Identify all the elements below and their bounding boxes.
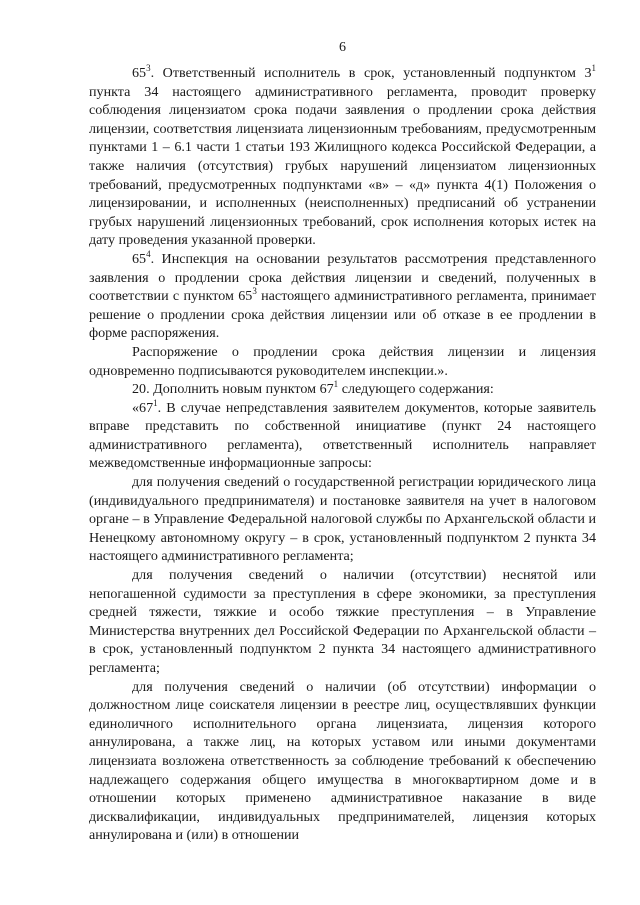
- text-run: . Ответственный исполнитель в срок, установленный подпунктом 3: [150, 65, 592, 81]
- document-page: [89, 40, 596, 845]
- text-run: . Инспекция на основании результатов рассмотрения представленного заявления о продлении срока действия лицензии и сведений, полученных в соответствии с пунктом 65: [89, 250, 596, 305]
- superscript: 3: [252, 286, 257, 297]
- text-run: «67: [132, 399, 154, 416]
- text-run: для получения сведений о наличии (об отсутствии) информации о должностном лице соискателя лицензии в реестре лиц, осуществлявших функции единоличного исполнительного органа лицензиата, лицензия которого аннулирована, а также лиц, на которых уставом или иными документами лицензиата возложена ответственность за соблюдение требований к обеспечению надлежащего содержания общего имущества в многоквартирном доме и в отношении которых применено административное наказание в виде дисквалификации, индивидуальных предпринимателей, лицензия которых аннулирована и (или) в отношении: [89, 678, 596, 844]
- text-run: Распоряжение о продлении срока действия лицензии и лицензия одновременно подписываются руководителем инспекции.».: [89, 343, 596, 379]
- superscript: 1: [153, 397, 158, 408]
- text-run: 65: [132, 65, 147, 81]
- paragraph: [89, 473, 596, 566]
- superscript: 1: [333, 379, 339, 390]
- paragraph: [89, 64, 596, 250]
- text-run: пункта 34 настоящего административного регламента, проводит проверку соблюдения лицензиатом срока подачи заявления о продлении срока действия лицензии, соответствия лицензиата лицензионным требованиям, предусмотренным пунктами 1 – 6.1 части 1 статьи 193 Жилищного кодекса Российской Федерации, а также наличия (отсутствия) грубых нарушений лицензиатом лицензионных требований, предусмотренных подпунктами «в» – «д» пункта 4(1) Положения о лицензировании, и исполненных (неисполненных) предписаний об устранении грубых нарушений лицензионных требований, срок исполнения которых истек на дату проведения указанной проверки.: [89, 83, 596, 249]
- text-run: 65: [132, 250, 147, 267]
- superscript: 3: [146, 63, 151, 73]
- paragraph: [89, 380, 596, 399]
- paragraph: [89, 566, 596, 678]
- paragraph: [89, 678, 596, 845]
- document-body: [89, 64, 596, 845]
- paragraph: [89, 250, 596, 343]
- text-run: 20. Дополнить новым пунктом 67: [132, 381, 334, 398]
- text-run: настоящего административного регламента, принимает решение о продлении срока действия лицензии или об отказе в ее продлении в форме распоряжения.: [89, 288, 596, 342]
- text-run: для получения сведений о наличии (отсутствии) неснятой или непогашенной судимости за преступления в сфере экономики, за преступления средней тяжести, тяжкие и особо тяжкие преступления – в Управление Министерства внутренних дел Российской Федерации по Архангельской области – в срок, установленный подпунктом 2 пункта 34 настоящего административного регламента;: [89, 567, 596, 676]
- paragraph: [89, 399, 596, 473]
- text-run: следующего содержания:: [338, 381, 494, 398]
- text-run: . В случае непредставления заявителем документов, которые заявитель вправе представить по собственной инициативе (пункт 24 настоящего административного регламента), ответственный исполнитель направляет межведомственные информационные запросы:: [89, 399, 596, 472]
- paragraph: [89, 343, 596, 380]
- text-run: для получения сведений о государственной регистрации юридического лица (индивидуального предпринимателя) и постановке заявителя на учет в налоговом органе – в Управление Федеральной налоговой службы по Архангельской области и Ненецкому автономному округу – в срок, установленный подпунктом 2 пункта 34 настоящего административного регламента;: [89, 474, 596, 565]
- superscript: 4: [146, 248, 151, 259]
- page-number: 6: [339, 40, 346, 55]
- superscript: 1: [591, 63, 596, 73]
